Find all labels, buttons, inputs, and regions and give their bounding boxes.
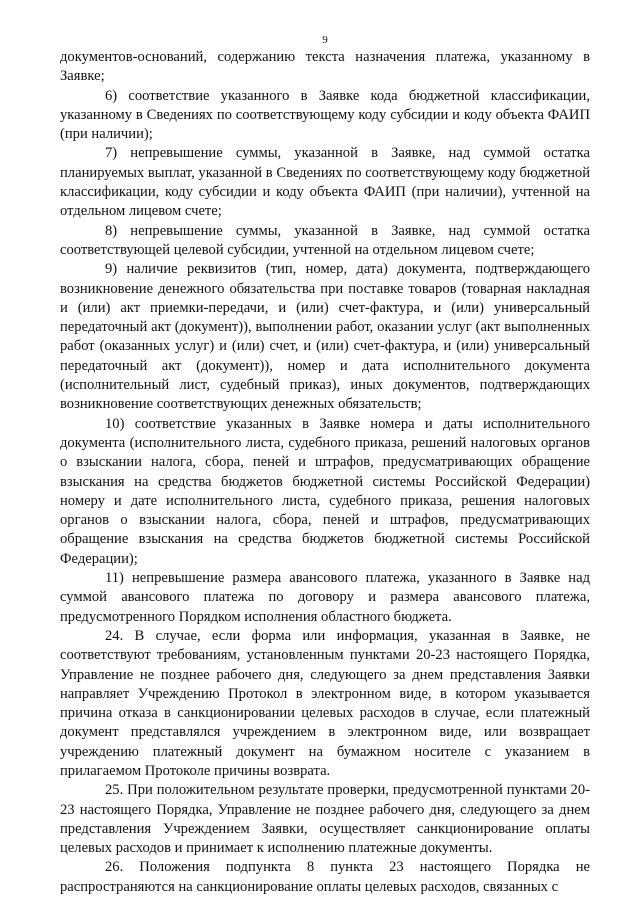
paragraph-item-8: 8) непревышение суммы, указанной в Заявке, над суммой остатка соответствующей целевой субсидии, учтенной на отдельном лицевом счете; [60,222,590,258]
paragraph-item-9: 9) наличие реквизитов (тип, номер, дата) документа, подтверждающего возникновение денежного обязательства при поставке товаров (товарная накладная и (или) акт приемки-передачи, и (или) счет-фактура, и (или) универсальный передаточный акт (документ)), выполнении работ, оказании услуг (акт выполненных работ (оказанных услуг) и (или) счет, и (или) счет-фактура, и (или) универсальный передаточный акт (документ)), номер и дата исполнительного документа (исполнительный лист, судебный приказ), иных документов, подтверждающих возникновение соответствующих денежных обязательств; [60,261,590,413]
paragraph-item-7: 7) непревышение суммы, указанной в Заявке, над суммой остатка планируемых выплат, указанной в Сведениях по соответствующему коду бюджетной классификации, коду субсидии и коду объекта ФАИП (при наличии), учтенной на отдельном лицевом счете; [60,145,590,220]
paragraph-point-24: 24. В случае, если форма или информация, указанная в Заявке, не соответствуют требованиям, установленным пунктами 20-23 настоящего Порядка, Управление не позднее рабочего дня, следующего за днем представления Заявки направляет Учреждению Протокол в электронном виде, в котором указывается причина отказа в санкционировании целевых расходов в случае, если платежный документ представлялся учреждением в электронном виде, или возвращает учреждению платежный документ на бумажном носителе с указанием в прилагаемом Протоколе причины возврата. [60,627,590,779]
page-number: 9 [322,34,328,46]
paragraph-continuation: документов-оснований, содержанию текста назначения платежа, указанному в Заявке; [60,49,590,85]
paragraph-item-11: 11) непревышение размера авансового платежа, указанного в Заявке над суммой авансового платежа по договору и размера авансового платежа, предусмотренного Порядком исполнения областного бюджета. [60,570,590,625]
paragraph-item-10: 10) соответствие указанных в Заявке номера и даты исполнительного документа (исполнительного листа, судебного приказа, решений налоговых органов о взыскании налога, сбора, пеней и штрафов, предусматривающих обращение взыскания на средства бюджетов бюджетной системы Российской Федерации) номеру и дате исполнительного листа, судебного приказа, решения налоговых органов о взыскании налога, сбора, пеней и штрафов, предусматривающих обращение взыскания на средства бюджетов бюджетной системы Российской Федерации); [60,415,590,567]
paragraph-item-6: 6) соответствие указанного в Заявке кода бюджетной классификации, указанному в Сведениях по соответствующему коду субсидии и коду объекта ФАИП (при наличии); [60,87,590,143]
paragraph-point-25: 25. При положительном результате проверки, предусмотренной пунктами 20-23 настоящего Порядка, Управление не позднее рабочего дня, следующего за днем представления Учреждением Заявки, осуществляет санкционирование оплаты целевых расходов и принимает к исполнению платежные документы. [60,782,590,857]
paragraph-point-26: 26. Положения подпункта 8 пункта 23 настоящего Порядка не распространяются на санкционирование оплаты целевых расходов, связанных с [60,859,590,895]
